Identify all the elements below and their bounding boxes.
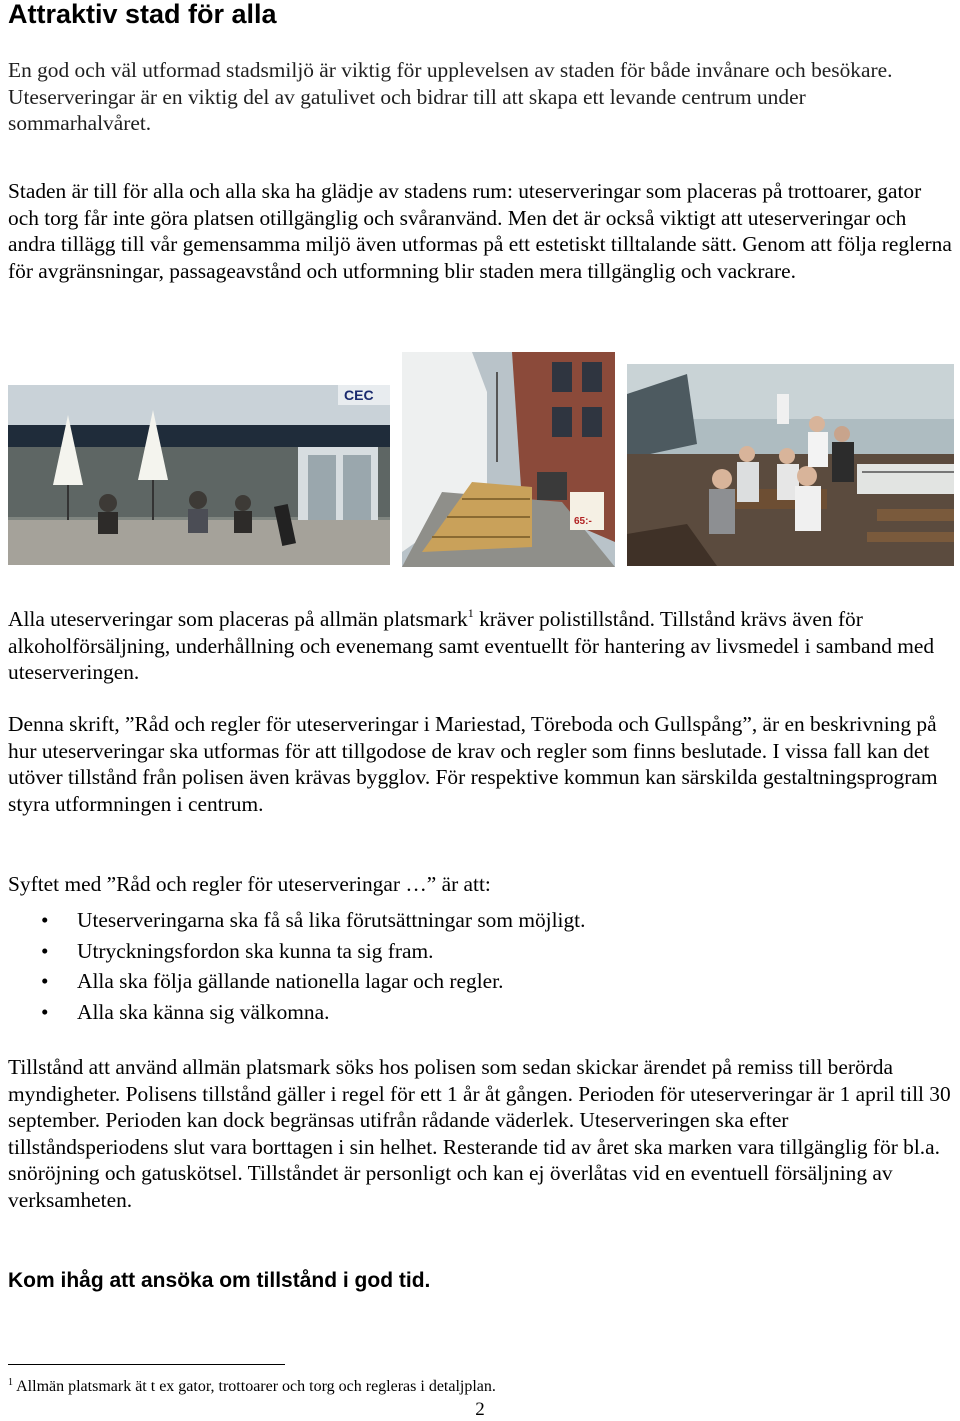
photo-cafe-terrace xyxy=(8,385,390,565)
footnote-text: Allmän platsmark ät t ex gator, trottoarer och torg och regleras i detaljplan. xyxy=(13,1378,496,1395)
polistillstand-paragraph xyxy=(8,606,954,686)
list-item-text: Utryckningsfordon ska kunna ta sig fram. xyxy=(77,938,434,963)
skrift-paragraph: Denna skrift, ”Råd och regler för uteserveringar i Mariestad, Töreboda och Gullspång”, är en beskrivning på hur uteserveringar ska utformas för att tillgodose de krav och regler som finns beslutade. I vissa fall kan det utöver tillstånd från polisen även krävas bygglov. För respektive kommun kan särskilda gestaltningsprogram styra utformningen i centrum. xyxy=(8,712,938,816)
footnote-reference: 1 xyxy=(467,606,474,620)
tillstand-paragraph: Tillstånd att använd allmän platsmark söks hos polisen som sedan skickar ärendet på remiss till berörda myndigheter. Polisens tillstånd gäller i regel för ett 1 år åt gången. Perioden för uteserveringar är 1 april till 30 september. Perioden kan dock begränsas utifrån rådande väderlek. Uteserveringen ska efter tillståndsperiodens slut vara borttagen i sin helhet. Resterande tid av året ska marken vara tillgänglig för bl.a. snöröjning och gatuskötsel. Tillståndet är personligt och kan ej överlåtas vid en eventuell försäljning av verksamheten. xyxy=(8,1055,951,1212)
price-sign-text: 65:- xyxy=(574,516,592,527)
shop-sign-text: CEC xyxy=(344,387,374,403)
list-item xyxy=(8,905,585,936)
bullet-icon: • xyxy=(41,908,49,932)
reminder-heading: Kom ihåg att ansöka om tillstånd i god tid. xyxy=(8,1269,431,1292)
page-number: 2 xyxy=(475,1399,485,1420)
footnote xyxy=(8,1377,496,1397)
list-item-text: Uteserveringarna ska få så lika förutsättningar som möjligt. xyxy=(77,908,586,932)
polistillstand-text-a: Alla uteserveringar som placeras på allmän platsmark xyxy=(8,607,468,631)
bullet-icon: • xyxy=(41,969,49,993)
bullet-icon: • xyxy=(41,999,49,1024)
polistillstand-text-b: kräver polistillstånd. Tillstånd krävs även för alkoholförsäljning, underhållning och evenemang samt eventuellt för hantering av livsmedel i samband med uteserveringen. xyxy=(8,607,935,684)
photo-harbour-terrace xyxy=(627,364,954,566)
list-item xyxy=(8,997,585,1028)
purpose-list xyxy=(8,905,585,1027)
list-item xyxy=(8,936,585,967)
list-item-text: Alla ska följa gällande nationella lagar och regler. xyxy=(77,969,504,993)
footnote-divider xyxy=(8,1364,285,1365)
footnote-mark: 1 xyxy=(8,1377,13,1388)
bullet-icon: • xyxy=(41,938,49,963)
photo-street-terrace xyxy=(402,352,615,567)
list-item xyxy=(8,966,585,997)
syftet-paragraph: Syftet med ”Råd och regler för uteserveringar …” är att: xyxy=(8,872,491,896)
list-item-text: Alla ska känna sig välkomna. xyxy=(77,999,330,1024)
staden-paragraph: Staden är till för alla och alla ska ha glädje av stadens rum: uteserveringar som placeras på trottoarer, gator och torg får inte göra platsen otillgänglig och svåranvänd. Men det är också viktigt att uteserveringar och andra tillägg till vår gemensamma miljö även utformas på ett estetiskt tilltalande sätt. Genom att följa reglerna för avgränsningar, passageavstånd och utformning blir staden mera tillgänglig och vackrare. xyxy=(8,179,952,283)
intro-paragraph: En god och väl utformad stadsmiljö är viktig för upplevelsen av staden för både invånare och besökare. Uteserveringar är en viktig del av gatulivet och bidrar till att skapa ett levande centrum under sommarhalvåret. xyxy=(8,58,893,135)
page-title: Attraktiv stad för alla xyxy=(8,0,277,29)
